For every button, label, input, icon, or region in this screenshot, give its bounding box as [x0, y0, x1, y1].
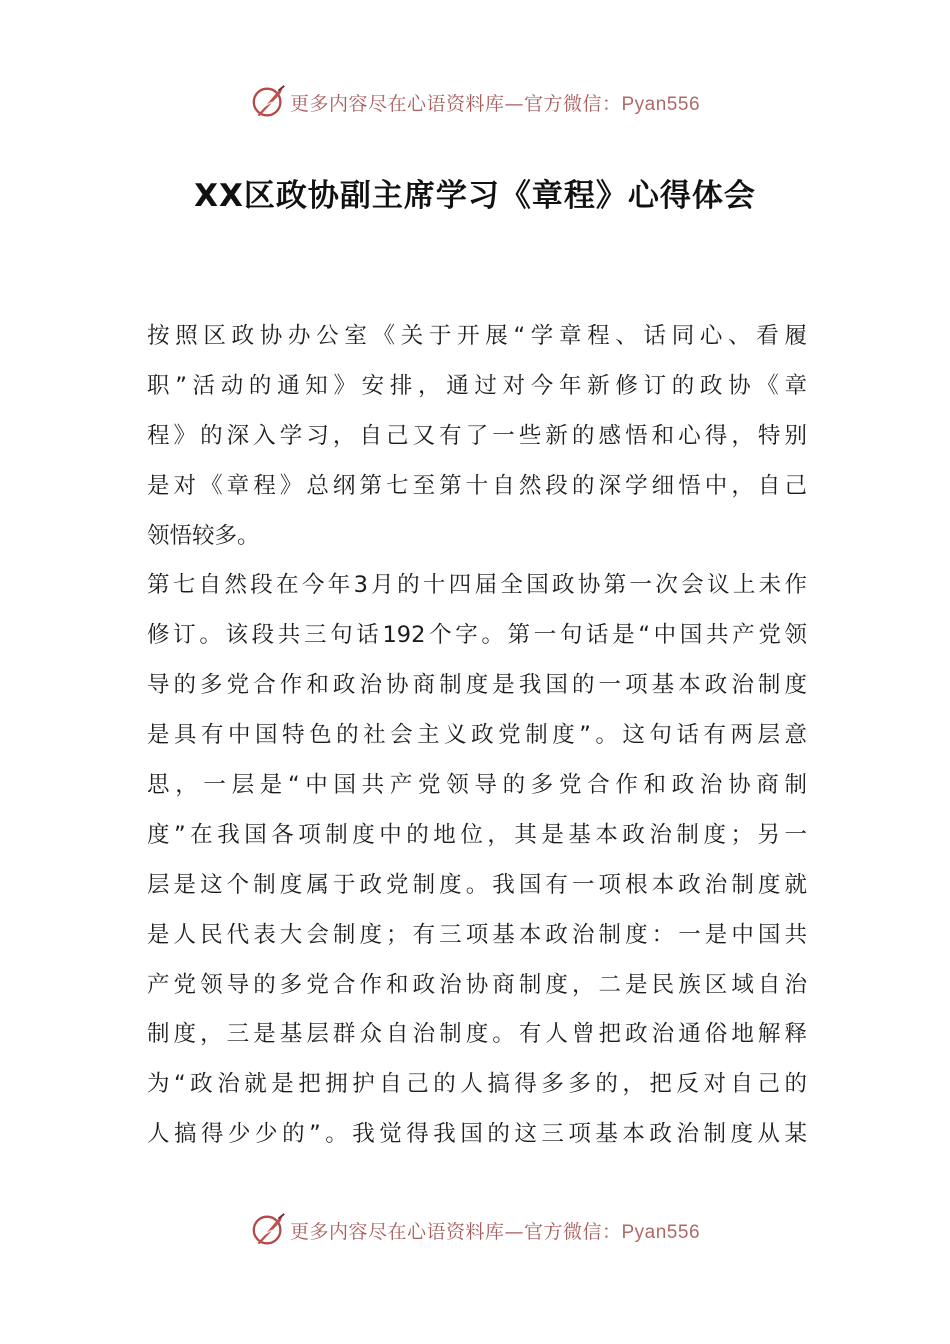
text-line: 是人民代表大会制度；有三项基本政治制度：一是中国共	[147, 921, 807, 948]
quill-pen-logo-icon	[250, 1211, 288, 1249]
text-line: 程》的深入学习，自己又有了一些新的感悟和心得，特别	[147, 422, 807, 449]
paragraph-1	[147, 312, 807, 561]
footer-banner	[0, 1208, 950, 1252]
text-line: 是对《章程》总纲第七至第十自然段的深学细悟中，自己	[147, 472, 807, 499]
document-body	[147, 312, 807, 1160]
banner-text: 更多内容尽在心语资料库—官方微信：Pyan556	[289, 1220, 701, 1243]
page-title: XX区政协副主席学习《章程》心得体会	[194, 178, 756, 214]
text-line: 产党领导的多党合作和政治协商制度，二是民族区域自治	[147, 971, 807, 998]
text-line: 领悟较多。	[147, 522, 260, 549]
text-line: 人搞得少少的”。我觉得我国的这三项基本政治制度从某	[147, 1121, 807, 1148]
text-line: 职”活动的通知》安排，通过对今年新修订的政协《章	[147, 372, 807, 399]
text-line: 层是这个制度属于政党制度。我国有一项根本政治制度就	[147, 871, 807, 898]
text-line: 是具有中国特色的社会主义政党制度”。这句话有两层意	[147, 722, 807, 749]
text-line: 制度，三是基层群众自治制度。有人曾把政治通俗地解释	[147, 1021, 807, 1048]
text-line: 思，一层是“中国共产党领导的多党合作和政治协商制	[147, 772, 807, 799]
header-banner	[0, 80, 950, 124]
text-line: 按照区政协办公室《关于开展“学章程、话同心、看履	[147, 323, 807, 349]
quill-pen-logo-icon	[250, 83, 288, 121]
wechat-id: Pyan556	[621, 93, 701, 115]
text-line: 修订。该段共三句话192个字。第一句话是“中国共产党领	[147, 622, 807, 649]
text-line: 第七自然段在今年3月的十四届全国政协第一次会议上未作	[147, 572, 807, 599]
wechat-id: Pyan556	[621, 1221, 701, 1243]
text-line: 为“政治就是把拥护自己的人搞得多多的，把反对自己的	[147, 1071, 807, 1098]
text-line: 度”在我国各项制度中的地位，其是基本政治制度；另一	[147, 821, 807, 848]
paragraph-2	[147, 561, 807, 1160]
banner-text: 更多内容尽在心语资料库—官方微信：Pyan556	[289, 92, 701, 115]
text-line: 导的多党合作和政治协商制度是我国的一项基本政治制度	[147, 672, 807, 699]
